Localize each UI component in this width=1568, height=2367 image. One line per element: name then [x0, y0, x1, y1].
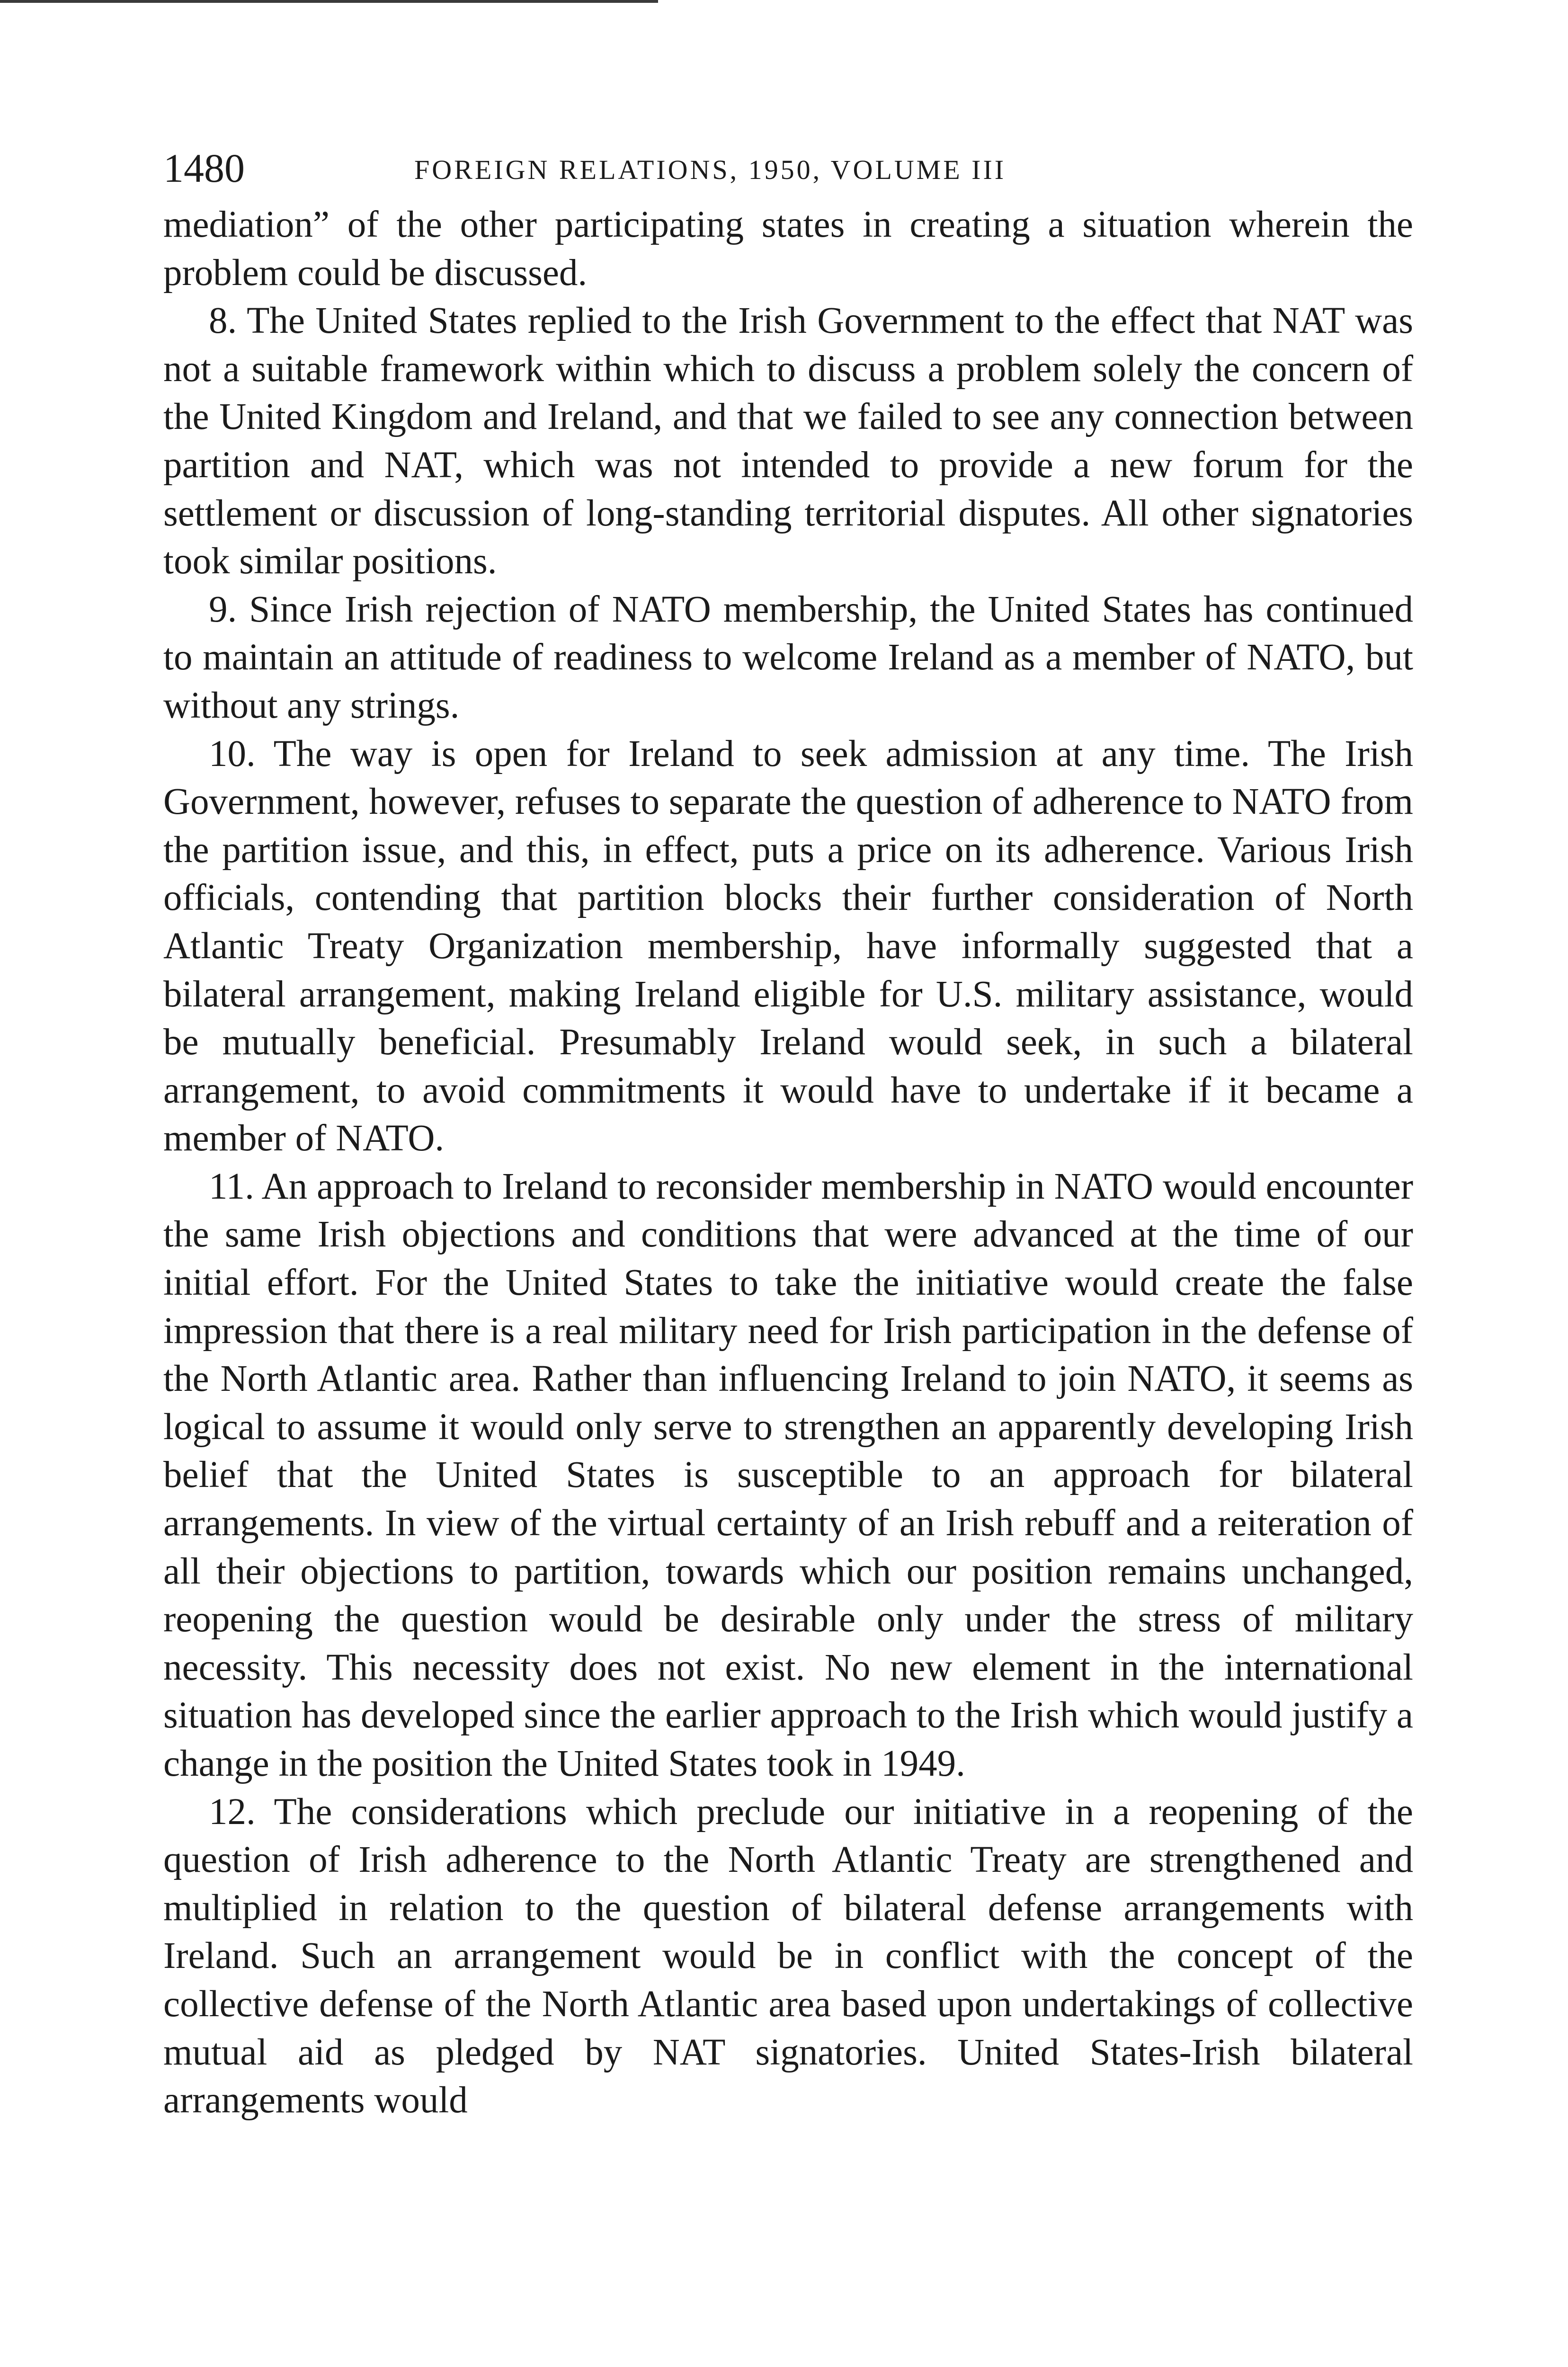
top-edge-rule: [0, 0, 658, 3]
running-head: FOREIGN RELATIONS, 1950, VOLUME III: [414, 154, 1007, 185]
body-text: [163, 201, 1413, 2125]
paragraph-continuation: mediation” of the other participating states in creating a situation wherein the problem could be discussed.: [163, 204, 1413, 294]
paragraph-11: 11. An approach to Ireland to reconsider membership in NATO would encounter the same Irish objections and conditions that were advanced at the time of our initial effort. For the United States to take the initiative would create the false impression that there is a real military need for Irish participation in the defense of the North Atlantic area. Rather than influencing Ireland to join NATO, it seems as logical to assume it would only serve to strengthen an apparently developing Irish belief that the United States is susceptible to an approach for bilateral arrangements. In view of the virtual certainty of an Irish rebuff and a reiteration of all their objections to partition, towards which our position remains unchanged, reopening the question would be desirable only under the stress of military necessity. This necessity does not exist. No new element in the international situation has developed since the earlier approach to the Irish which would justify a change in the position the United States took in 1949.: [163, 1166, 1413, 1784]
page-header: [163, 142, 1413, 199]
document-page: [163, 142, 1413, 2125]
paragraph-8: 8. The United States replied to the Irish Government to the effect that NAT was not a suitable framework within which to discuss a problem solely the concern of the United Kingdom and Ireland, and that we failed to see any connection between partition and NAT, which was not intended to provide a new forum for the settlement or discussion of long-standing territorial disputes. All other signatories took similar positions.: [163, 300, 1413, 582]
page-number: 1480: [163, 145, 245, 191]
paragraph-9: 9. Since Irish rejection of NATO membership, the United States has continued to maintain an attitude of readiness to welcome Ireland as a member of NATO, but without any strings.: [163, 588, 1413, 726]
paragraph-12: 12. The considerations which preclude our initiative in a reopening of the question of Irish adherence to the North Atlantic Treaty are strengthened and multiplied in relation to the question of bilateral defense arrangements with Ireland. Such an arrangement would be in conflict with the concept of the collective defense of the North Atlantic area based upon undertakings of collective mutual aid as pledged by NAT signatories. United States-Irish bilateral arrangements would: [163, 1791, 1413, 2121]
paragraph-10: 10. The way is open for Ireland to seek admission at any time. The Irish Government, however, refuses to separate the question of adherence to NATO from the partition issue, and this, in effect, puts a price on its adherence. Various Irish officials, contending that partition blocks their further consideration of North Atlantic Treaty Organization membership, have informally suggested that a bilateral arrangement, making Ireland eligible for U.S. military assistance, would be mutually beneficial. Presumably Ireland would seek, in such a bilateral arrangement, to avoid commitments it would have to undertake if it became a member of NATO.: [163, 733, 1413, 1159]
